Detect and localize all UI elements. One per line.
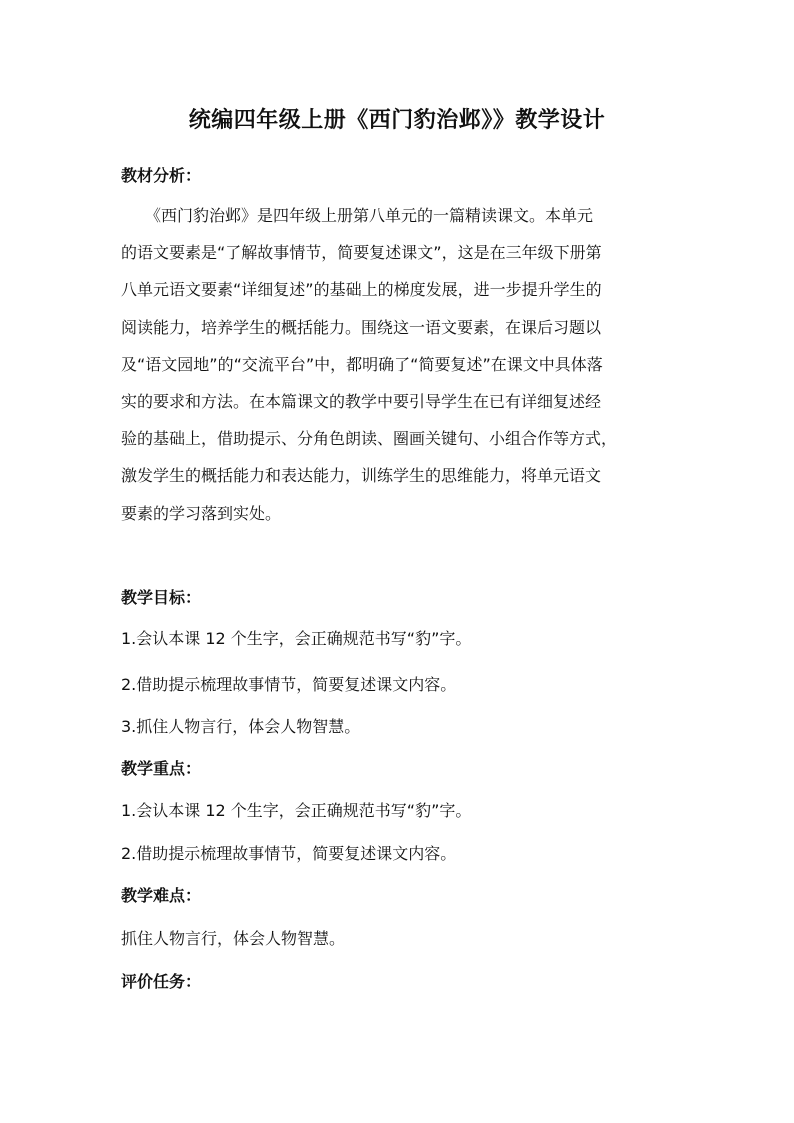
document-title: 统编四年级上册《西门豹治邺》》教学设计	[188, 108, 606, 133]
analysis-line: 要素的学习落到实处。	[121, 503, 282, 523]
analysis-line: 八单元语文要素“详细复述”的基础上的梯度发展，进一步提升学生的	[121, 280, 602, 300]
analysis-paragraph	[121, 197, 681, 532]
analysis-line: 阅读能力，培养学生的概括能力。围绕这一语文要素，在课后习题以	[121, 317, 602, 337]
analysis-line: 验的基础上，借助提示、分角色朗读、圈画关键句、小组合作等方式，	[121, 429, 618, 449]
analysis-line: 《西门豹治邺》是四年级上册第八单元的一篇精读课文。本单元	[121, 206, 594, 225]
heading-analysis: 教材分析：	[121, 166, 202, 185]
analysis-line: 实的要求和方法。在本篇课文的教学中要引导学生在已有详细复述经	[121, 392, 602, 412]
analysis-line: 的语文要素是“了解故事情节，简要复述课文”，这是在三年级下册第	[121, 243, 602, 263]
heading-evaluation: 评价任务：	[121, 972, 202, 991]
key-point-item: 1.会认本课 12 个生字，会正确规范书写“豹”字。	[121, 801, 472, 820]
goal-item: 3.抓住人物言行，体会人物智慧。	[121, 717, 361, 736]
analysis-line: 及“语文园地”的“交流平台”中，都明确了“简要复述”在课文中具体落	[121, 354, 603, 374]
key-point-item: 2.借助提示梳理故事情节，简要复述课文内容。	[121, 844, 457, 863]
analysis-line: 激发学生的概括能力和表达能力，训练学生的思维能力，将单元语文	[121, 466, 602, 486]
goal-item: 1.会认本课 12 个生字，会正确规范书写“豹”字。	[121, 629, 472, 648]
heading-key-points: 教学重点：	[121, 759, 202, 778]
heading-goals: 教学目标：	[121, 588, 202, 607]
heading-difficulties: 教学难点：	[121, 886, 202, 905]
difficulty-item: 抓住人物言行，体会人物智慧。	[121, 929, 346, 948]
goal-item: 2.借助提示梳理故事情节，简要复述课文内容。	[121, 675, 457, 694]
